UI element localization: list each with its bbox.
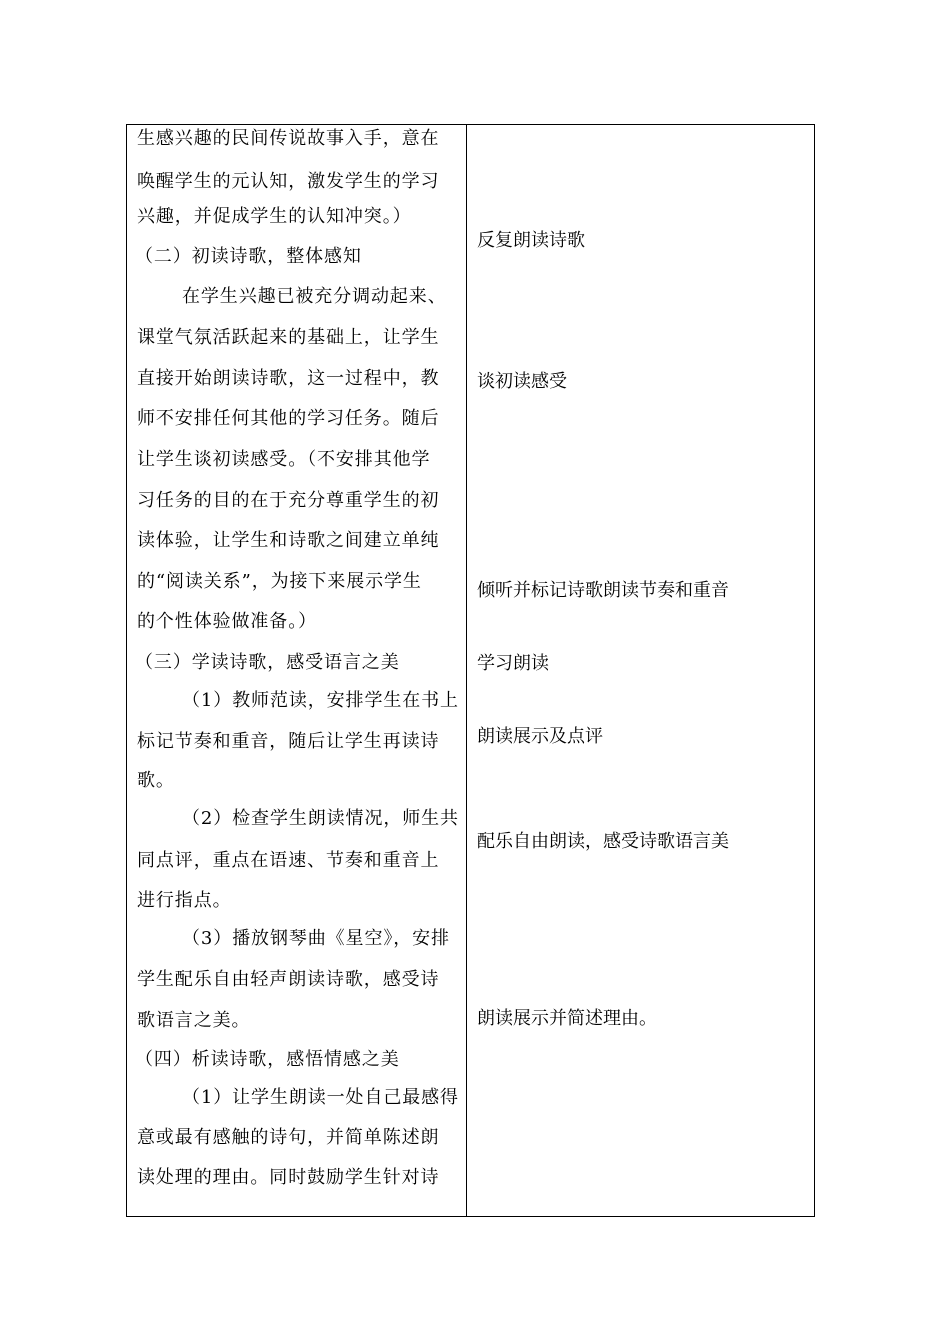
section-heading: （二）初读诗歌，整体感知 bbox=[135, 246, 362, 267]
left-line: 唤醒学生的元认知，激发学生的学习 bbox=[137, 171, 440, 192]
student-activity: 倾听并标记诗歌朗读节奏和重音 bbox=[477, 580, 729, 601]
left-line: 师不安排任何其他的学习任务。随后 bbox=[137, 408, 440, 429]
student-activity: 配乐自由朗读，感受诗歌语言美 bbox=[477, 831, 729, 852]
left-line: 习任务的目的在于充分尊重学生的初 bbox=[137, 490, 440, 511]
left-line: 同点评，重点在语速、节奏和重音上 bbox=[137, 850, 440, 871]
left-line: （2）检查学生朗读情况，师生共 bbox=[182, 808, 459, 829]
student-activity: 学习朗读 bbox=[477, 653, 549, 674]
column-divider bbox=[466, 124, 467, 1217]
student-activity: 反复朗读诗歌 bbox=[477, 230, 585, 251]
left-line: 直接开始朗读诗歌，这一过程中，教 bbox=[137, 368, 440, 389]
section-heading: （三）学读诗歌，感受语言之美 bbox=[135, 652, 400, 673]
section-heading: （四）析读诗歌，感悟情感之美 bbox=[135, 1049, 400, 1070]
left-line: （1）让学生朗读一处自己最感得 bbox=[182, 1087, 459, 1108]
left-line: 歌。 bbox=[137, 770, 175, 791]
left-line: （3）播放钢琴曲《星空》，安排 bbox=[182, 928, 450, 949]
left-line: 学生配乐自由轻声朗读诗歌，感受诗 bbox=[137, 969, 440, 990]
left-line: 歌语言之美。 bbox=[137, 1010, 251, 1031]
left-line: 标记节奏和重音，随后让学生再读诗 bbox=[137, 731, 440, 752]
left-line: 生感兴趣的民间传说故事入手，意在 bbox=[137, 128, 440, 149]
student-activity: 朗读展示及点评 bbox=[477, 726, 603, 747]
student-activity: 谈初读感受 bbox=[477, 371, 567, 392]
left-line: 让学生谈初读感受。（不安排其他学 bbox=[137, 449, 431, 470]
left-line: 兴趣，并促成学生的认知冲突。） bbox=[137, 206, 412, 227]
left-line: 进行指点。 bbox=[137, 890, 232, 911]
left-line: 在学生兴趣已被充分调动起来、 bbox=[182, 286, 447, 307]
left-line: 的个性体验做准备。） bbox=[137, 611, 317, 632]
left-line: 读体验，让学生和诗歌之间建立单纯 bbox=[137, 530, 440, 551]
left-line: 读处理的理由。同时鼓励学生针对诗 bbox=[137, 1167, 440, 1188]
left-line: 的“阅读关系”，为接下来展示学生 bbox=[137, 571, 422, 592]
left-line: 课堂气氛活跃起来的基础上，让学生 bbox=[137, 327, 440, 348]
left-line: 意或最有感触的诗句，并简单陈述朗 bbox=[137, 1127, 440, 1148]
student-activity: 朗读展示并简述理由。 bbox=[477, 1008, 657, 1029]
left-line: （1）教师范读，安排学生在书上 bbox=[182, 690, 459, 711]
